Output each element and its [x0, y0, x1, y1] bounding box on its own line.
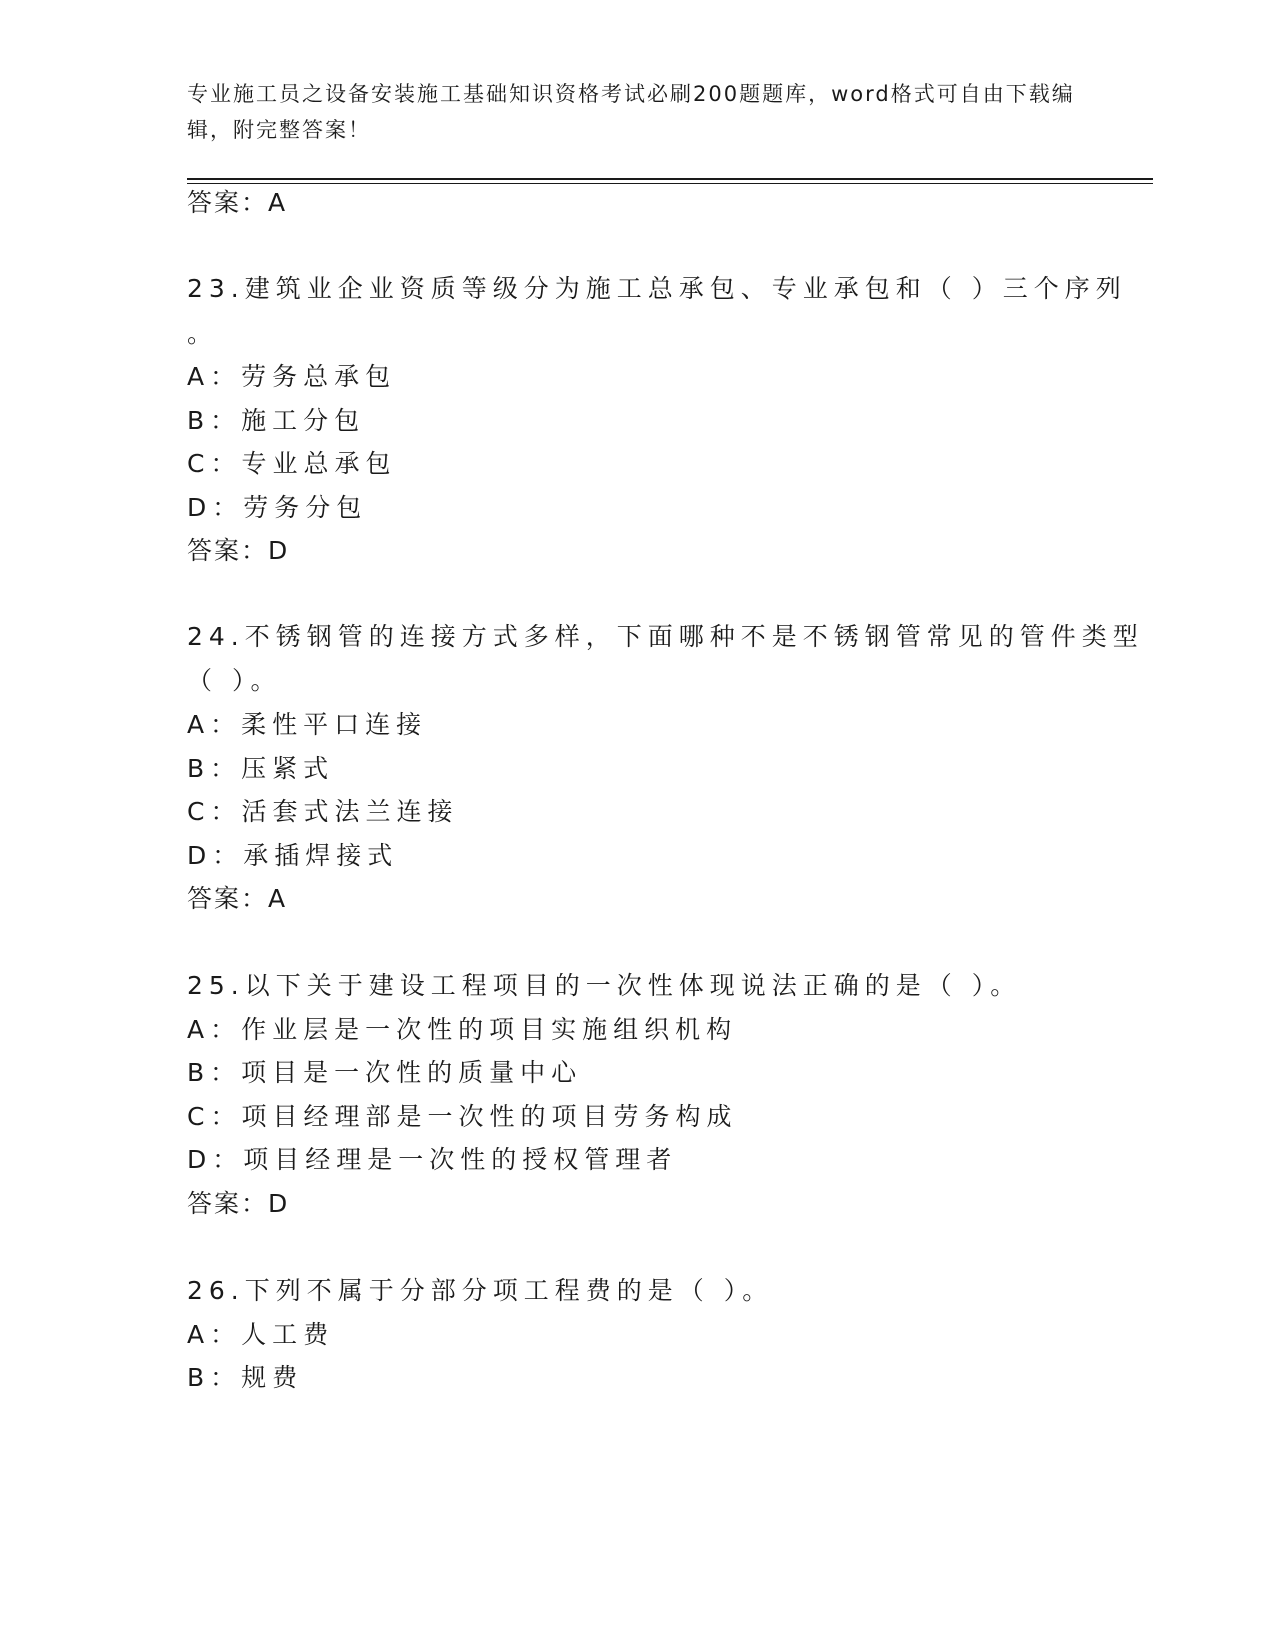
question-stem-continued: 。 [187, 319, 219, 348]
option-c: C：专业总承包 [187, 449, 397, 478]
question-stem: 24.不锈钢管的连接方式多样，下面哪种不是不锈钢管常见的管件类型 [187, 622, 1144, 651]
option-a: A：劳务总承包 [187, 362, 397, 391]
option-b: B：压紧式 [187, 754, 335, 783]
header-divider [187, 178, 1153, 180]
option-c: C：项目经理部是一次性的项目劳务构成 [187, 1102, 738, 1131]
answer-label: 答案：A [187, 188, 288, 217]
question-stem: 25.以下关于建设工程项目的一次性体现说法正确的是（ ）。 [187, 971, 1022, 1000]
option-b: B：规费 [187, 1363, 304, 1392]
option-d: D：劳务分包 [187, 493, 368, 522]
header-divider-thin [187, 183, 1153, 184]
option-d: D：项目经理是一次性的授权管理者 [187, 1145, 678, 1174]
option-a: A：人工费 [187, 1320, 335, 1349]
document-header: 专业施工员之设备安装施工基础知识资格考试必刷200题题库，word格式可自由下载编辑，附完整答案！ [187, 82, 1075, 142]
option-d: D：承插焊接式 [187, 841, 399, 870]
answer-label: 答案：D [187, 536, 290, 565]
option-a: A：作业层是一次性的项目实施组织机构 [187, 1015, 738, 1044]
answer-label: 答案：D [187, 1189, 290, 1218]
option-b: B：施工分包 [187, 406, 366, 435]
answer-label: 答案：A [187, 884, 288, 913]
option-b: B：项目是一次性的质量中心 [187, 1058, 583, 1087]
question-stem: 26.下列不属于分部分项工程费的是（ ）。 [187, 1276, 774, 1305]
question-stem: 23.建筑业企业资质等级分为施工总承包、专业承包和（ ）三个序列 [187, 274, 1127, 303]
question-stem-continued: （ ）。 [187, 666, 282, 695]
option-c: C：活套式法兰连接 [187, 797, 459, 826]
option-a: A：柔性平口连接 [187, 710, 428, 739]
